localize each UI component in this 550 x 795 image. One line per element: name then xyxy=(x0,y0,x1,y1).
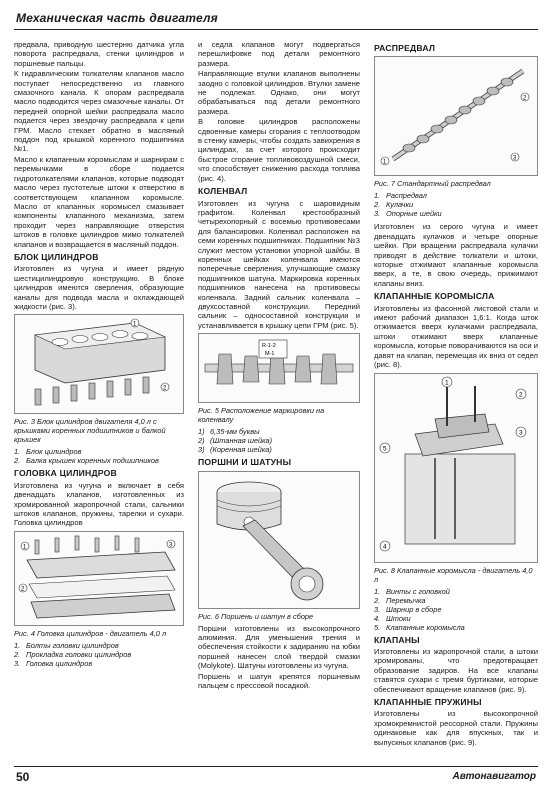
legend-item: 2. Кулачки xyxy=(374,200,414,210)
svg-text:2: 2 xyxy=(523,95,527,102)
section-heading-valve-springs: КЛАПАННЫЕ ПРУЖИНЫ xyxy=(374,696,482,707)
legend-item: 4. Штоки xyxy=(374,613,411,623)
section-heading-crankshaft: КОЛЕНВАЛ xyxy=(198,186,248,197)
legend-item: 2. Прокладка головки цилиндров xyxy=(14,649,132,659)
column-right xyxy=(374,40,538,748)
figure-4-cylinder-head xyxy=(14,531,184,626)
paragraph: Масло к клапанным коромыслам и шарнирам с перемычками в сборе подается гидротолкателями клапанов, которые подводят масло через пустотелые штоки к отверстию в соответствующем клапанном коромысле. Масло от клапанных коромысел смазывает компоненты клапанного механизма, затем проходит через направляющие отверстия штоков в головке цилиндров мимо толкателей клапанов и возвращается в масляный поддон. xyxy=(14,154,184,249)
svg-text:2: 2 xyxy=(21,586,25,593)
camshaft-illustration xyxy=(375,57,537,175)
paragraph: Направляющие втулки клапанов выполнены заодно с головкой цилиндров. Втулки замене не подлежат. Однако, они могут обрабатываться под детали ремонтного размера. xyxy=(198,69,360,116)
svg-text:1: 1 xyxy=(445,379,449,386)
cylinder-block-illustration xyxy=(15,315,183,413)
figure-8-legend xyxy=(374,587,538,632)
figure-3-cylinder-block xyxy=(14,314,184,414)
paragraph: В головке цилиндров расположены сдвоенные камеры сгорания с теплоотводом в стенку камеры, чтобы создать завихрения в цилиндрах, за счет которого происходит быстрое сгорание топливовоздушной смеси, что способствует снижению расхода топлива (рис. 4). xyxy=(198,117,360,183)
figure-4-caption: Рис. 4 Головка цилиндров - двигатель 4,0 л xyxy=(14,628,167,638)
section-heading-cylinder-head: ГОЛОВКА ЦИЛИНДРОВ xyxy=(14,468,117,479)
figure-5-caption: Рис. 5 Расположение маркировки на коленвалу xyxy=(198,406,325,425)
legend-item: 2. Перемычка xyxy=(374,595,426,605)
paragraph: Изготовлены из жаропрочной стали, а штоки хромированы, что предотвращает образование задиров. На все клапаны ставятся сухари с тремя буртиками, которые обеспечивают вращение клапанов (рис. 9). xyxy=(374,646,538,694)
legend-item: 3. Опорные шейки xyxy=(374,209,442,219)
column-left xyxy=(14,40,184,672)
svg-text:R-1-2: R-1-2 xyxy=(262,343,276,350)
paragraph: Изготовлены из высокопрочной хромокремнистой рессорной стали. Пружины одинаковые как для впускных, так и выпускных клапанов (рис. 9). xyxy=(374,709,538,747)
paragraph: Изготовлены из фасонной листовой стали и имеют рабочий диапазон 1,6:1. Когда шток отжимается вверх кулачками распредвала, штоки отжимают вверх клапанные коромысла, которые поворачиваются на оси и давят на клапан, перемещая их вниз от седел (рис. 8). xyxy=(374,303,538,370)
svg-text:M-1: M-1 xyxy=(265,351,275,358)
legend-item: 1. Блок цилиндров xyxy=(14,447,82,457)
svg-text:4: 4 xyxy=(383,543,387,550)
rocker-arm-illustration xyxy=(375,374,537,562)
legend-item: 1. Распредвал xyxy=(374,191,427,201)
paragraph: К гидравлическим толкателям клапанов масло поступает непосредственно из главного смазочного канала. К опорам распредвала масло подводится через смазочные каналы. От передней опорной шейки распредвала масло подается через звездочку распредвала к цепи ГРМ. Масло стекает обратно в масляный поддон под крышкой коренного подшипника №1. xyxy=(14,69,184,154)
section-heading-camshaft: РАСПРЕДВАЛ xyxy=(374,43,436,53)
figure-8-caption: Рис. 8 Клапанные коромысла - двигатель 4,0 л xyxy=(374,565,533,584)
paragraph: предвала, приводную шестерню датчика угла поворота распредвала, стенки цилиндров и поршневые пальцы. xyxy=(14,40,184,68)
paragraph: и седла клапанов могут подвергаться перешлифовке под детали ремонтного размера. xyxy=(198,40,360,68)
legend-item: 5. Клапанные коромысла xyxy=(374,622,465,632)
figure-3-caption: Рис. 3 Блок цилиндров двигателя 4,0 л с крышками коренных подшипников и балкой крышек xyxy=(14,417,166,445)
svg-text:5: 5 xyxy=(383,445,387,452)
figure-4-legend xyxy=(14,641,184,668)
figure-8-rocker-arms xyxy=(374,373,538,563)
paragraph: Изготовлен из чугуна и имеет рядную шестицилиндровую конструкцию. В блоке цилиндров имеются сверления, образующие каналы для подвода масла и охлаждающей жидкости (рис. 3). xyxy=(14,264,184,311)
paragraph: Изготовлена из чугуна и включает в себя двенадцать клапанов, изготовленных из хромированной жаропрочной стали, сальники штоков клапанов, пружины, тарелки и сухари. Головка цилиндров xyxy=(14,480,184,528)
figure-7-caption: Рис. 7 Стандартный распредвал xyxy=(374,179,491,189)
svg-text:3: 3 xyxy=(513,155,517,162)
figure-5-crankshaft-marking xyxy=(198,333,360,403)
paragraph: Изготовлен из серого чугуна и имеет двенадцать кулачков и четыре опорные шейки. При вращении распредвала кулачки приводят в действие толкатели и штоки, которые отжимают клапанные коромысла вверх, а те, в свою очередь, прижимают клапаны вниз. xyxy=(374,222,538,288)
section-heading-pistons: ПОРШНИ И ШАТУНЫ xyxy=(198,457,292,468)
section-heading-valves: КЛАПАНЫ xyxy=(374,634,420,645)
svg-text:1: 1 xyxy=(133,321,137,328)
svg-text:2: 2 xyxy=(163,385,167,392)
legend-item: 3) (Коренная шейка) xyxy=(198,445,272,455)
svg-text:3: 3 xyxy=(519,429,523,436)
figure-7-legend xyxy=(374,191,538,218)
publisher-brand: Автонавигатор xyxy=(452,771,536,782)
legend-item: 1) 6,35-мм буквы xyxy=(198,427,260,437)
paragraph: Поршень и шатун крепятся поршневым пальцем с прессовой посадкой. xyxy=(198,671,360,691)
paragraph: Изготовлен из чугуна с шаровидным графитом. Коленвал крестообразный четырехопорный с восемью противовесами для балансировки. Коленвал расположен на семи коренных подшипниках. Подшипник №3 служит местом установки упорной шайбы. В коренных шейках коленвала имеются поперечные сверления, улучшающие смазку подшипников шатуна. Маркировка коренных подшипников нанесена на противовесы коленвала. Задний сальник коленвала – двухсоставной конструкции. Передний сальник – односоставной конструкции и устанавливается в крышку цепи ГРМ (рис. 5). xyxy=(198,198,360,330)
figure-6-caption: Рис. 6 Поршень и шатун в сборе xyxy=(198,611,314,621)
crankshaft-illustration xyxy=(199,334,359,402)
figure-7-camshaft xyxy=(374,56,538,176)
section-heading-cylinder-block: БЛОК ЦИЛИНДРОВ xyxy=(14,251,99,262)
column-middle xyxy=(198,40,360,691)
svg-text:3: 3 xyxy=(169,542,173,549)
running-header-title: Механическая часть двигателя xyxy=(16,11,218,25)
page-header xyxy=(14,8,538,30)
figure-6-piston-assembly xyxy=(198,471,360,609)
legend-item: 2) (Штанная шейка) xyxy=(198,436,273,446)
legend-item: 1. Винты с головкой xyxy=(374,586,450,596)
page-number: 50 xyxy=(16,770,30,784)
legend-item: 3. Шарнир в сборе xyxy=(374,604,442,614)
page-footer xyxy=(14,766,538,786)
cylinder-head-illustration xyxy=(15,532,183,625)
section-heading-rocker-arms: КЛАПАННЫЕ КОРОМЫСЛА xyxy=(374,291,495,302)
paragraph: Поршни изготовлены из высокопрочного алюминия. Для уменьшения трения и обеспечения стойкости к задиранию на юбки поршней нанесен слой твердой смазки (Molykote). Шатуны изготовлены из чугуна. xyxy=(198,623,360,671)
svg-text:1: 1 xyxy=(23,544,27,551)
figure-5-legend xyxy=(198,427,360,454)
legend-item: 3. Головка цилиндров xyxy=(14,658,93,668)
svg-text:1: 1 xyxy=(383,159,387,166)
svg-text:2: 2 xyxy=(519,391,523,398)
piston-rod-illustration xyxy=(199,472,359,608)
figure-3-legend xyxy=(14,447,184,465)
legend-item: 2. Балка крышек коренных подшипников xyxy=(14,456,159,466)
legend-item: 1. Болты головки цилиндров xyxy=(14,640,119,650)
